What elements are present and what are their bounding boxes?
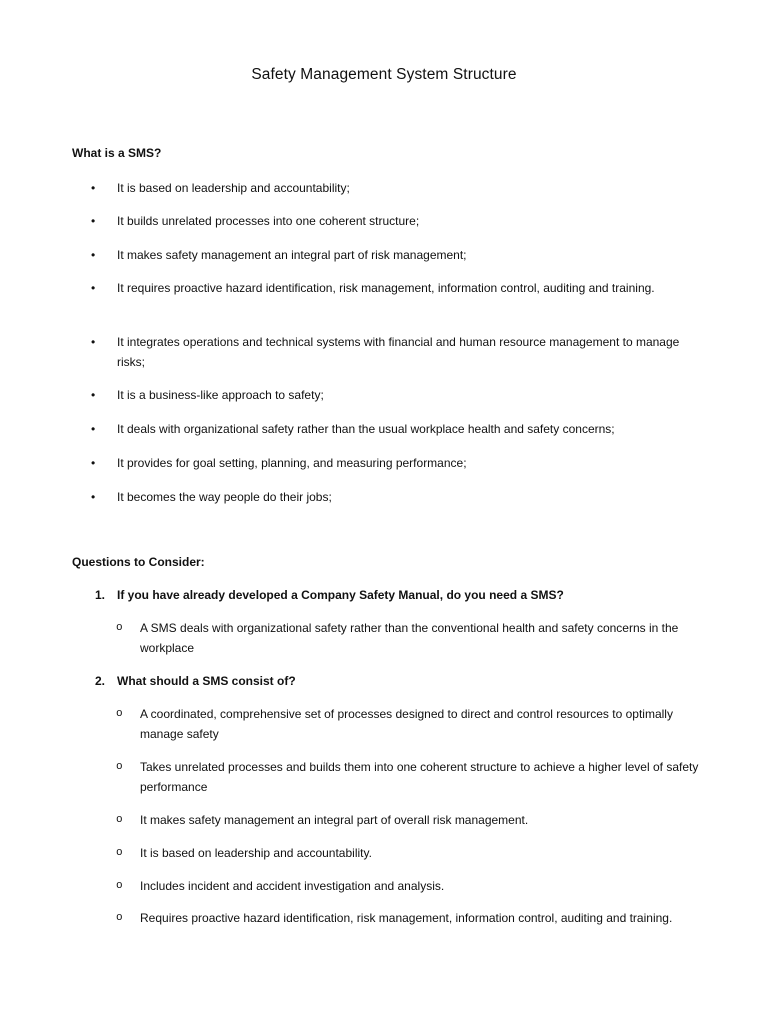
list-item-text: It becomes the way people do their jobs;	[117, 490, 332, 504]
answer-text: A coordinated, comprehensive set of processes designed to direct and control resources to optimally manage safety	[140, 707, 673, 741]
circle-bullet-icon: o	[116, 880, 123, 892]
bullet-icon: •	[91, 422, 96, 436]
list-item-text: It requires proactive hazard identification, risk management, information control, auditing and training.	[117, 281, 655, 295]
circle-bullet-icon: o	[116, 708, 123, 720]
answer-text: It makes safety management an integral part of overall risk management.	[140, 813, 529, 827]
circle-bullet-icon: o	[116, 814, 123, 826]
bullet-icon: •	[91, 388, 96, 402]
bullet-icon: •	[91, 335, 96, 349]
list-item-text: It builds unrelated processes into one coherent structure;	[117, 214, 420, 228]
answer-text: A SMS deals with organizational safety rather than the conventional health and safety concerns in the workplace	[140, 621, 679, 655]
question-text: If you have already developed a Company Safety Manual, do you need a SMS?	[117, 588, 564, 602]
section-heading-what-is-sms: What is a SMS?	[72, 146, 162, 160]
question-text: What should a SMS consist of?	[117, 674, 296, 688]
list-item-text: It integrates operations and technical systems with financial and human resource management to manage risks;	[117, 335, 680, 369]
question-number: 2.	[95, 674, 106, 688]
list-item-text: It makes safety management an integral part of risk management;	[117, 248, 467, 262]
bullet-icon: •	[91, 214, 96, 228]
list-item-text: It is based on leadership and accountability;	[117, 181, 350, 195]
question-number: 1.	[95, 588, 106, 602]
list-item-text: It provides for goal setting, planning, and measuring performance;	[117, 456, 467, 470]
circle-bullet-icon: o	[116, 912, 123, 924]
bullet-icon: •	[91, 181, 96, 195]
answer-text: It is based on leadership and accountability.	[140, 846, 372, 860]
section-heading-questions: Questions to Consider:	[72, 555, 205, 569]
list-item-text: It is a business-like approach to safety;	[117, 388, 324, 402]
document-title: Safety Management System Structure	[251, 66, 517, 83]
answer-text: Requires proactive hazard identification, risk management, information control, auditing and training.	[140, 911, 673, 925]
bullet-icon: •	[91, 281, 96, 295]
answer-text: Takes unrelated processes and builds them into one coherent structure to achieve a higher level of safety performance	[140, 760, 699, 794]
bullet-icon: •	[91, 490, 96, 504]
list-item-text: It deals with organizational safety rather than the usual workplace health and safety concerns;	[117, 422, 615, 436]
bullet-icon: •	[91, 456, 96, 470]
circle-bullet-icon: o	[116, 761, 123, 773]
circle-bullet-icon: o	[116, 847, 123, 859]
bullet-icon: •	[91, 248, 96, 262]
circle-bullet-icon: o	[116, 622, 123, 634]
answer-text: Includes incident and accident investigation and analysis.	[140, 879, 445, 893]
